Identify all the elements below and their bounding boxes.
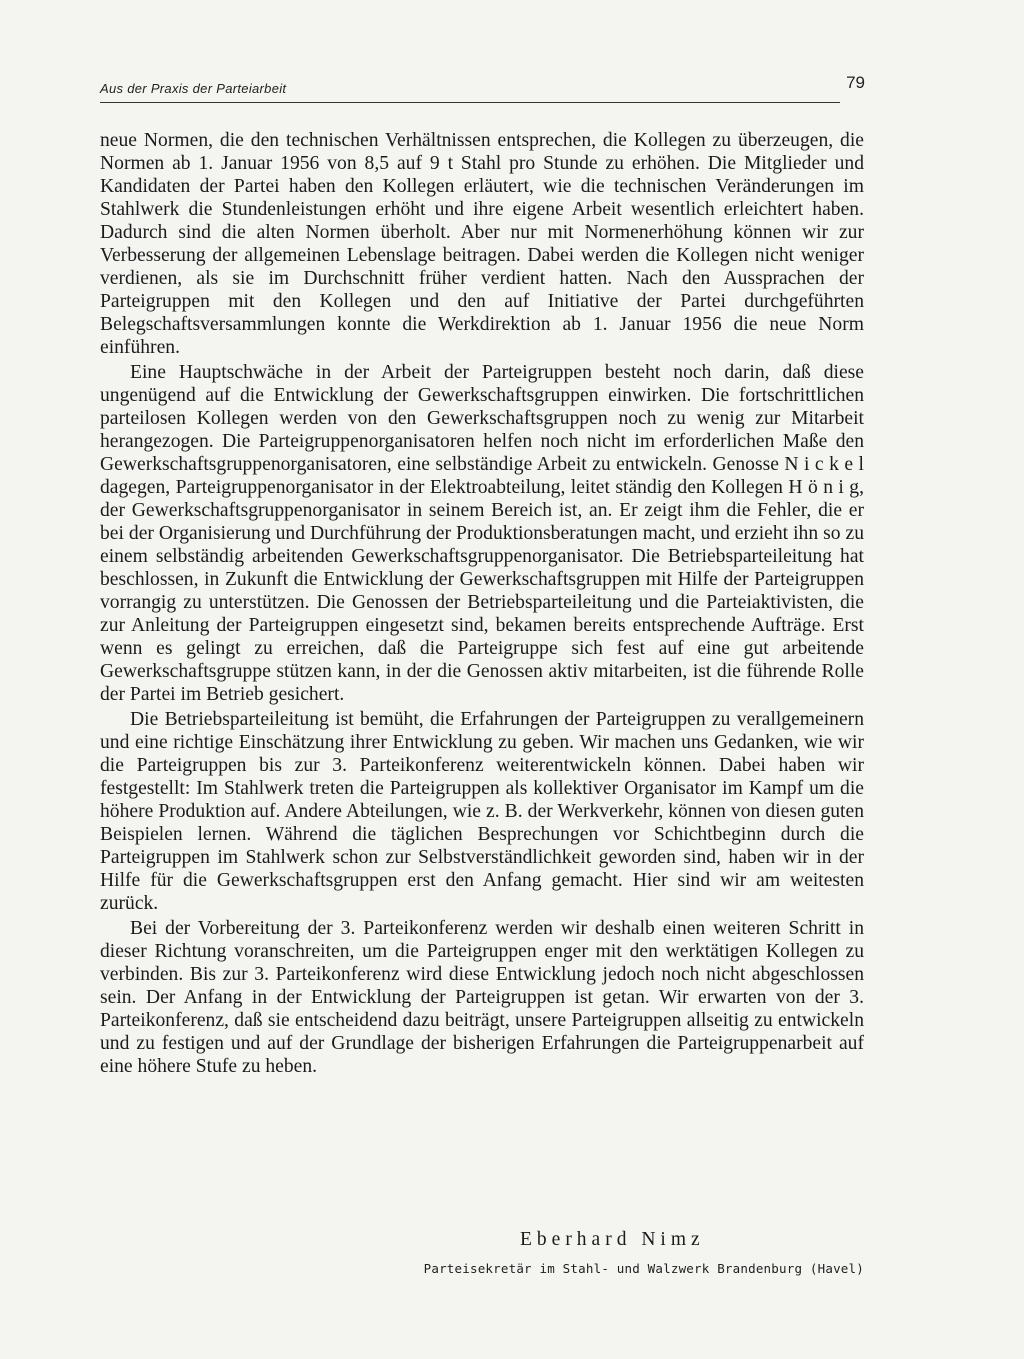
author-signature: Eberhard Nimz <box>520 1229 705 1250</box>
paragraph-2: Eine Hauptschwäche in der Arbeit der Parteigruppen besteht noch darin, daß diese ungenügend auf die Entwicklung der Gewerkschaftsgruppen einwirken. Die fortschrittlichen parteilosen Kollegen werden von den Gewerkschaftsgruppen noch zu wenig zur Mitarbeit herangezogen. Die Parteigruppenorganisatoren helfen noch nicht im erforderlichen Maße den Gewerkschaftsgruppenorganisatoren, eine selbständige Arbeit zu entwickeln. Genosse N i c k e l dagegen, Parteigruppenorganisator in der Elektroabteilung, leitet ständig den Kollegen H ö n i g, der Gewerkschaftsgruppenorganisator in seinem Bereich ist, an. Er zeigt ihm die Fehler, die er bei der Organisierung und Durchführung der Produktionsberatungen macht, und erzieht ihn so zu einem selbständig arbeitenden Gewerkschaftsgruppenorganisator. Die Betriebsparteileitung hat beschlossen, in Zukunft die Entwicklung der Gewerkschaftsgruppen mit Hilfe der Parteigruppen vorrangig zu unterstützen. Die Genossen der Betriebsparteileitung und die Parteiaktivisten, die zur Anleitung der Parteigruppen eingesetzt sind, bekamen bereits entsprechende Aufträge. Erst wenn es gelingt zu erreichen, daß die Parteigruppe sich fest auf eine gut arbeitende Gewerkschaftsgruppe stützen kann, in der die Genossen aktiv mitarbeiten, ist die führende Rolle der Partei im Betrieb gesichert. <box>100 362 864 705</box>
paragraph-4: Bei der Vorbereitung der 3. Parteikonferenz werden wir deshalb einen weiteren Schritt in dieser Richtung voranschreiten, um die Parteigruppen enger mit den werktätigen Kollegen zu verbinden. Bis zur 3. Parteikonferenz wird diese Entwicklung jedoch noch nicht abgeschlossen sein. Der Anfang in der Entwicklung der Parteigruppen ist getan. Wir erwarten von der 3. Parteikonferenz, daß sie entscheidend dazu beiträgt, unsere Parteigruppen allseitig zu entwickeln und zu festigen und auf der Grundlage der bisherigen Erfahrungen die Parteigruppenarbeit auf eine höhere Stufe zu heben. <box>100 918 864 1077</box>
running-header-title: Aus der Praxis der Parteiarbeit <box>100 81 287 96</box>
paragraph-1: neue Normen, die den technischen Verhältnissen entsprechen, die Kollegen zu überzeugen, die Normen ab 1. Januar 1956 von 8,5 auf 9 t Stahl pro Stunde zu erhöhen. Die Mitglieder und Kandidaten der Partei haben den Kollegen erläutert, wie die technischen Veränderungen im Stahlwerk die Stundenleistungen erhöht und ihre eigene Arbeit wesentlich erleichtert haben. Dadurch sind die alten Normen überholt. Aber nur mit Normenerhöhung können wir zur Verbesserung der allgemeinen Lebenslage beitragen. Dabei werden die Kollegen nicht weniger verdienen, als sie im Durchschnitt früher verdient hatten. Nach den Aussprachen der Parteigruppen mit den Kollegen und den auf Initiative der Partei durchgeführten Belegschaftsversammlungen konnte die Werkdirektion ab 1. Januar 1956 die neue Norm einführen. <box>100 130 864 358</box>
page-number: 79 <box>846 73 865 92</box>
article-body <box>100 129 864 1078</box>
running-header <box>100 73 865 103</box>
header-divider <box>100 102 840 103</box>
author-affiliation: Parteisekretär im Stahl- und Walzwerk Brandenburg (Havel) <box>423 1261 864 1276</box>
paragraph-3: Die Betriebsparteileitung ist bemüht, die Erfahrungen der Parteigruppen zu verallgemeinern und eine richtige Einschätzung ihrer Entwicklung zu geben. Wir machen uns Gedanken, wie wir die Parteigruppen bis zur 3. Parteikonferenz weiterentwickeln können. Dabei haben wir festgestellt: Im Stahlwerk treten die Parteigruppen als kollektiver Organisator im Kampf um die höhere Produktion auf. Andere Abteilungen, wie z. B. der Werkverkehr, können von diesen guten Beispielen lernen. Während die täglichen Besprechungen vor Schichtbeginn durch die Parteigruppen im Stahlwerk schon zur Selbstverständlichkeit geworden sind, haben wir in der Hilfe für die Gewerkschaftsgruppen erst den Anfang gemacht. Hier sind wir am weitesten zurück. <box>100 709 864 914</box>
